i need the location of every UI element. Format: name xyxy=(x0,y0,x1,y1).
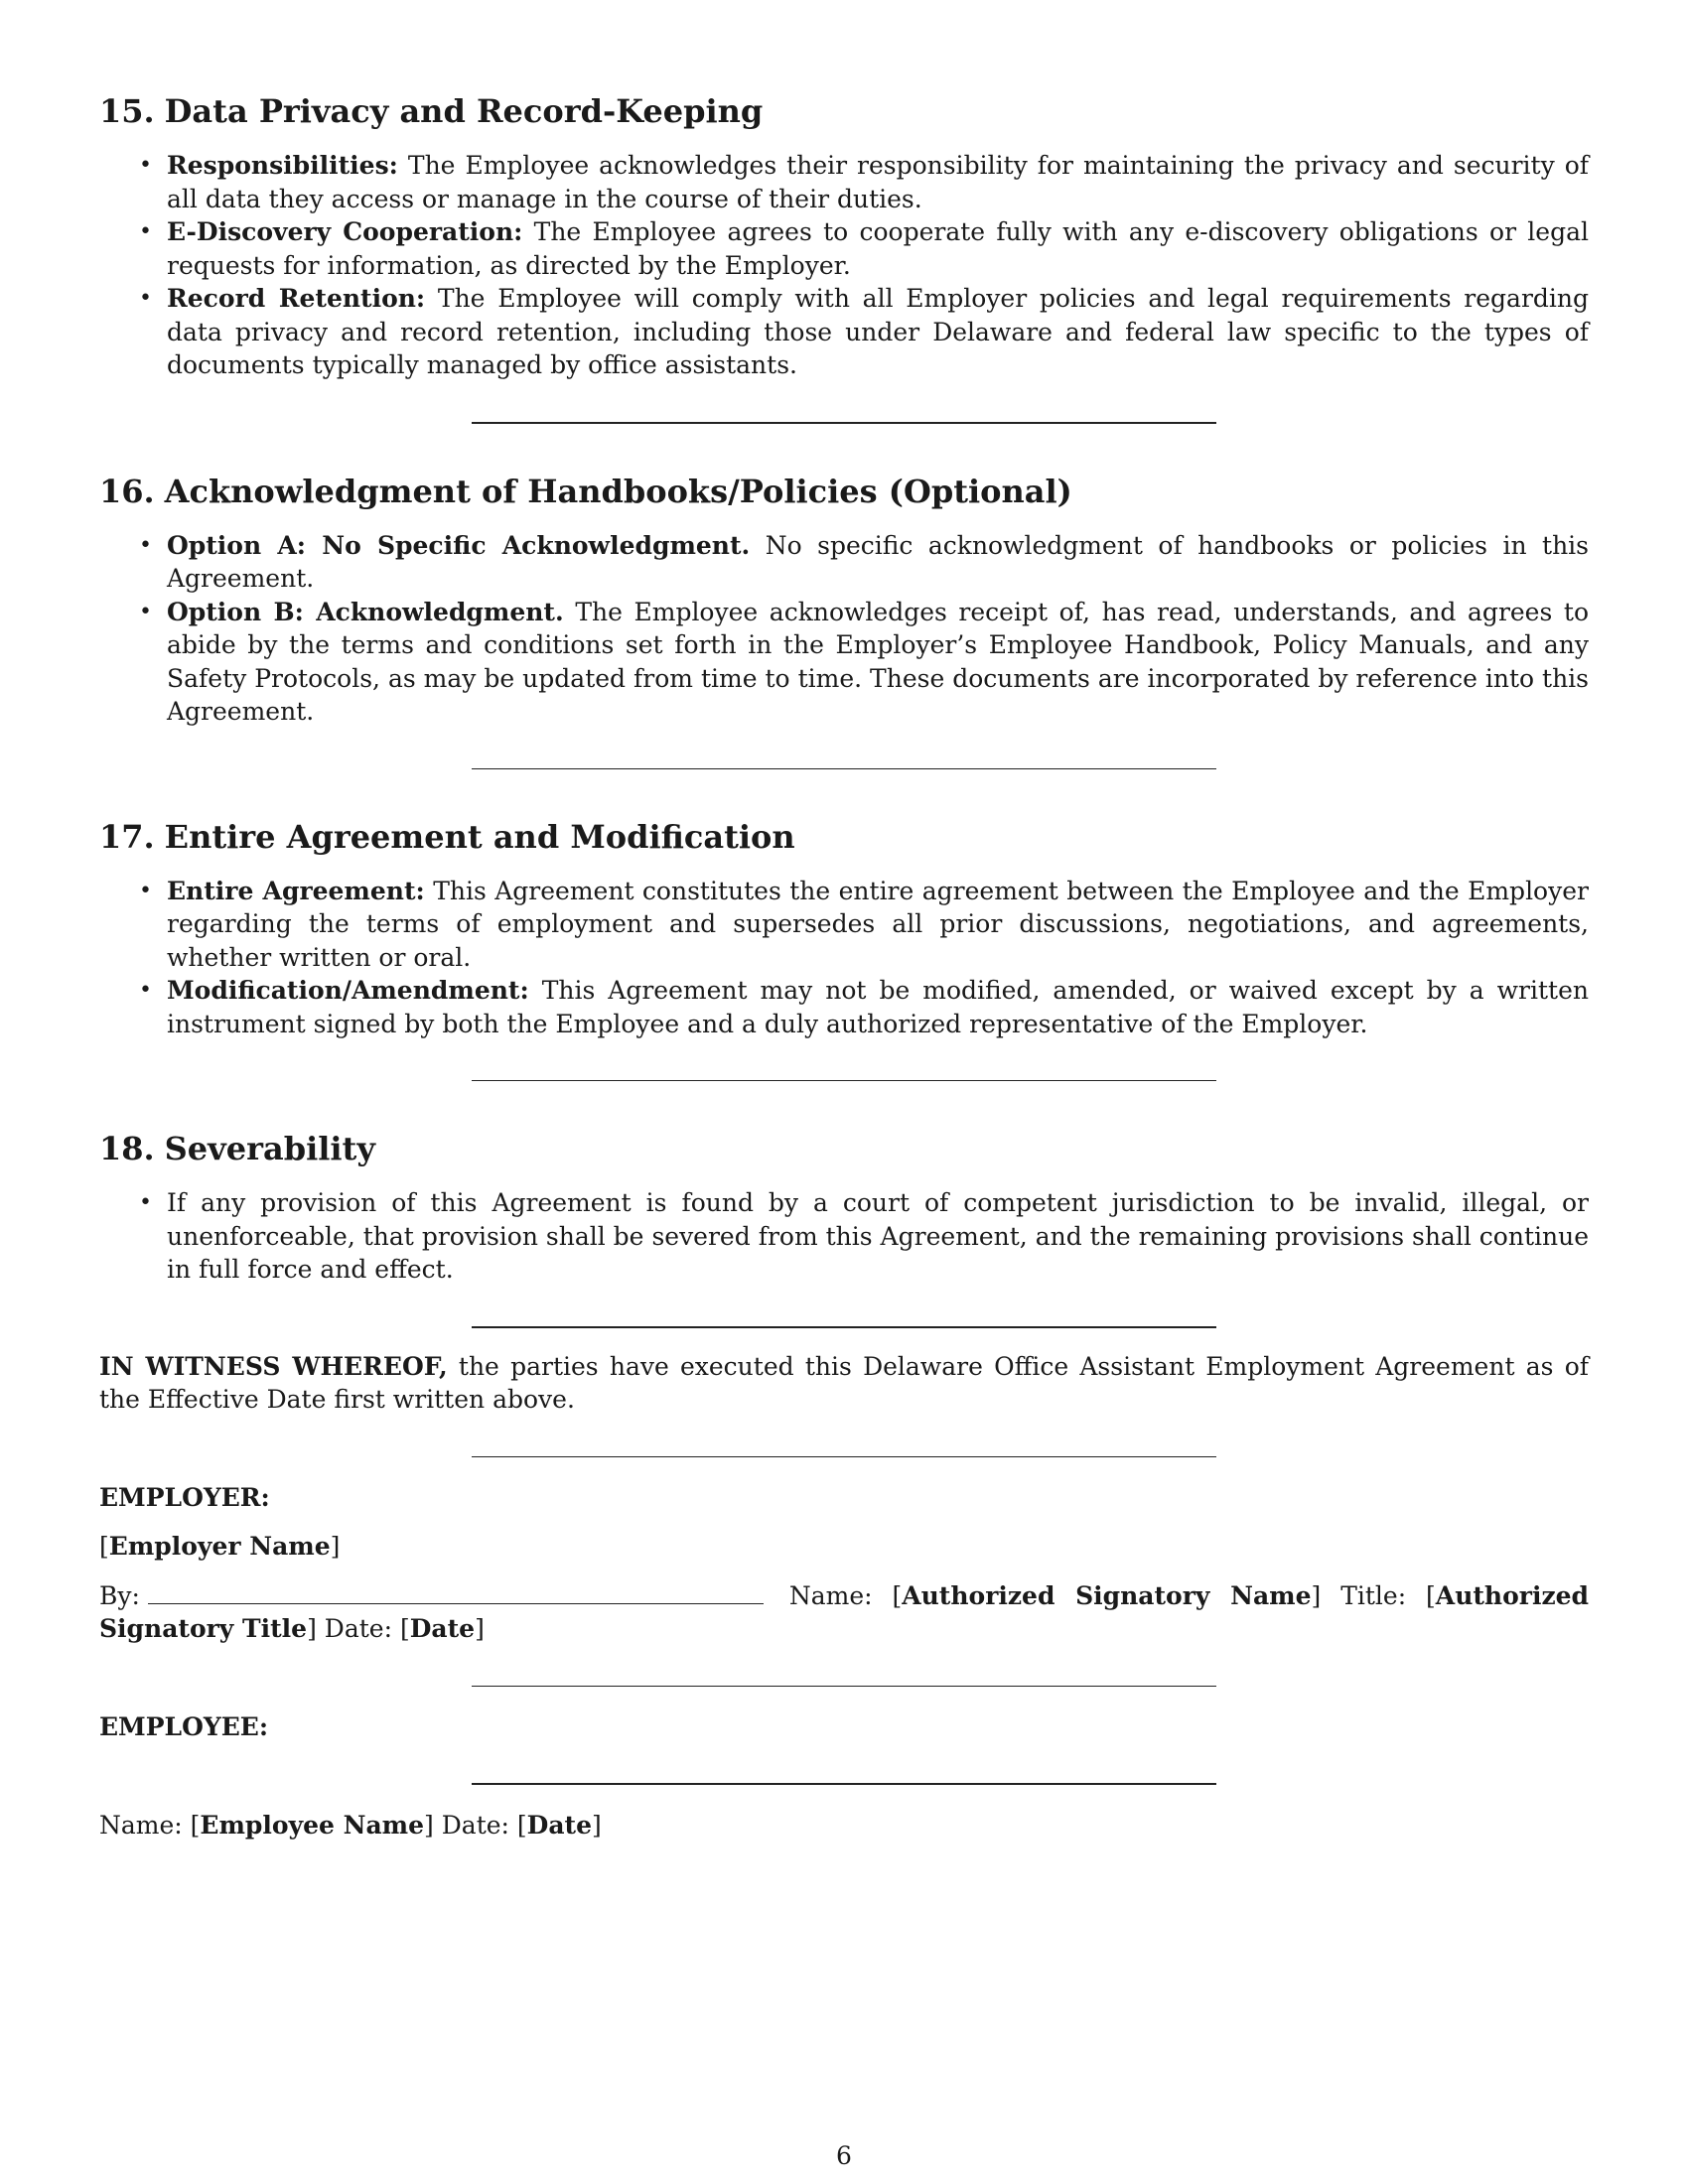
employer-signature-block: By: Name: [Authorized Signatory Name] Title: [Authorized Signatory Title] Date: [Date] xyxy=(99,1580,1590,1643)
list-item: • E-Discovery Cooperation: The Employee agrees to cooperate fully with any e-discovery obligations or legal requests for information, as directed by the Employer. xyxy=(139,217,1589,280)
section-15-list xyxy=(99,149,1589,382)
list-item: • If any provision of this Agreement is found by a court of competent jurisdiction to be invalid, illegal, or unenforceable, that provision shall be severed from this Agreement, and the remaining provisions shall continue in full force and effect. xyxy=(139,1188,1589,1284)
bullet-icon: • xyxy=(139,286,152,311)
section-16-list xyxy=(99,529,1589,729)
section-16-heading: 16. Acknowledgment of Handbooks/Policies (Optional) xyxy=(99,472,1072,510)
bullet-icon: • xyxy=(139,153,152,178)
bullet-icon: • xyxy=(139,599,152,624)
employer-signature-line xyxy=(148,1583,764,1604)
page-number: 6 xyxy=(836,2141,852,2170)
section-17-list xyxy=(99,875,1589,1041)
employee-name-line: Name: [Employee Name] Date: [Date] xyxy=(99,1811,602,1840)
witness-clause: IN WITNESS WHEREOF, the parties have executed this Delaware Office Assistant Employment Agreement as of the Effective Date first written above. xyxy=(99,1351,1590,1414)
list-item: • Record Retention: The Employee will comply with all Employer policies and legal requirements regarding data privacy and record retention, including those under Delaware and federal law specific to the types of documents typically managed by office assistants. xyxy=(139,284,1589,379)
list-item: • Entire Agreement: This Agreement constitutes the entire agreement between the Employee and the Employer regarding the terms of employment and supersedes all prior discussions, negotiations, and agreements, whether written or oral. xyxy=(139,876,1589,972)
section-15-heading: 15. Data Privacy and Record-Keeping xyxy=(99,92,764,130)
bullet-icon: • xyxy=(139,219,152,244)
section-17-heading: 17. Entire Agreement and Modification xyxy=(99,817,795,856)
document-page xyxy=(99,91,1589,1843)
bullet-icon: • xyxy=(139,1190,152,1215)
list-item: • Modification/Amendment: This Agreement may not be modified, amended, or waived except by a written instrument signed by both the Employee and a duly authorized representative of the Employer. xyxy=(139,976,1589,1038)
list-item: • Option A: No Specific Acknowledgment. No specific acknowledgment of handbooks or policies in this Agreement. xyxy=(139,530,1589,593)
list-item: • Option B: Acknowledgment. The Employee acknowledges receipt of, has read, understands, and agrees to abide by the terms and conditions set forth in the Employer’s Employee Handbook, Policy Manuals, and any Safety Protocols, as may be updated from time to time. These documents are incorporated by reference into this Agreement. xyxy=(139,597,1590,726)
employer-name-line: [Employer Name] xyxy=(99,1532,341,1561)
bullet-icon: • xyxy=(139,978,152,1003)
section-18-list xyxy=(99,1186,1589,1287)
employee-heading: EMPLOYEE: xyxy=(99,1711,269,1741)
bullet-icon: • xyxy=(139,532,152,558)
list-item: • Responsibilities: The Employee acknowledges their responsibility for maintaining the privacy and security of all data they access or manage in the course of their duties. xyxy=(139,151,1589,213)
employer-heading: EMPLOYER: xyxy=(99,1482,270,1512)
bullet-icon: • xyxy=(139,878,152,903)
section-18-heading: 18. Severability xyxy=(99,1130,375,1167)
